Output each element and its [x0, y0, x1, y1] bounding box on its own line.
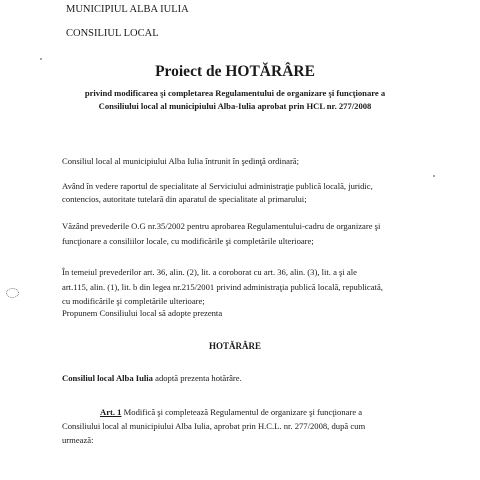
adoption-statement-rest: adoptă prezenta hotărâre. — [152, 373, 242, 383]
adoption-statement-subject: Consiliul local Alba Iulia — [62, 373, 153, 383]
paragraph-seeing-line-1: Văzând prevederile O.G nr.35/2002 pentru aprobarea Regulamentului-cadru de organizare şi — [62, 221, 381, 231]
paragraph-considering-line-2: contencios, autoritate tutelară din aparatul de specialitate al primarului; — [62, 194, 307, 204]
scan-speck — [40, 58, 42, 60]
scan-speck — [433, 175, 435, 177]
paragraph-legal-basis-line-1: În temeiul prevederilor art. 36, alin. (2), lit. a coroborat cu art. 36, alin. (3), lit. a şi ale — [62, 267, 357, 277]
paragraph-considering-line-1: Având în vedere raportul de specialitate al Serviciului administraţie publică locală, juridic, — [62, 181, 373, 191]
article-1-text-line-1: Modifică şi completează Regulamentul de organizare şi funcţionare a — [121, 407, 363, 417]
subtitle-line-1: privind modificarea şi completarea Regulamentului de organizare şi funcţionare a — [84, 88, 386, 98]
subtitle-line-2: Consiliului local al municipiului Alba-Iulia aprobat prin HCL nr. 277/2008 — [98, 101, 372, 111]
decision-heading: HOTĂRÂRE — [208, 341, 261, 351]
article-1-line-1 — [100, 407, 362, 417]
article-1-line-3: urmează: — [62, 435, 94, 445]
paragraph-seeing-line-2: funcţionare a consiliilor locale, cu modificările şi completările ulterioare; — [62, 236, 314, 246]
adoption-statement — [62, 373, 242, 383]
article-1-line-2: Consiliului local al municipiului Alba Iulia, aprobat prin H.C.L. nr. 277/2008, după cum — [62, 421, 366, 431]
document-title: Proiect de HOTĂRÂRE — [155, 63, 315, 80]
paragraph-legal-basis-line-2: art.115, alin. (1), lit. b din legea nr.215/2001 privind administraţia publică locală, republicată, — [62, 282, 383, 292]
article-1-label: Art. 1 — [100, 407, 122, 417]
municipality-header: MUNICIPIUL ALBA IULIA — [66, 4, 189, 15]
paragraph-legal-basis-line-3: cu modificările şi completările ulterioare; — [62, 296, 205, 306]
paragraph-convened: Consiliul local al municipiului Alba Iulia întrunit în şedinţă ordinară; — [62, 156, 300, 166]
council-header: CONSILIUL LOCAL — [66, 28, 159, 39]
punch-hole-mark — [6, 288, 19, 298]
paragraph-proposal: Propunem Consiliului local să adopte prezenta — [62, 308, 223, 318]
